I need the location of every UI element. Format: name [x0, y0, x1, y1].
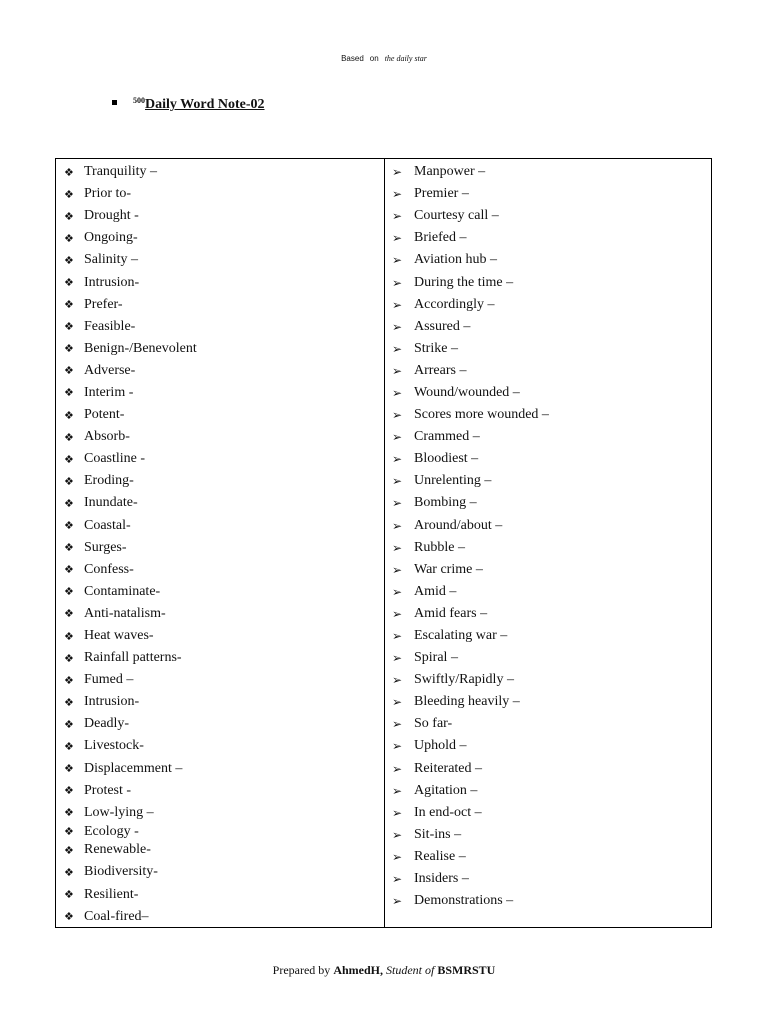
- word-text: Adverse-: [84, 362, 136, 378]
- diamond-bullet-icon: ❖: [64, 231, 74, 245]
- source-name: the daily star: [384, 54, 427, 63]
- word-entry: [392, 559, 711, 581]
- arrow-bullet-icon: ➢: [392, 231, 403, 246]
- word-entry: [64, 360, 384, 382]
- word-entry: [64, 839, 384, 861]
- word-entry: [392, 316, 711, 338]
- footer-prepared-by: Prepared by: [272, 963, 331, 977]
- word-text: Around/about –: [414, 517, 503, 533]
- word-entry: [392, 338, 711, 360]
- diamond-bullet-icon: ❖: [64, 695, 74, 709]
- word-entry: [64, 603, 384, 625]
- word-text: Livestock-: [84, 738, 144, 754]
- diamond-bullet-icon: ❖: [64, 276, 74, 290]
- word-text: Tranquility –: [84, 164, 157, 180]
- word-text: Interim -: [84, 384, 134, 400]
- word-text: Spiral –: [414, 650, 458, 666]
- word-text: Rubble –: [414, 539, 465, 555]
- word-entry: [64, 861, 384, 883]
- word-entry: [64, 625, 384, 647]
- word-text: Confess-: [84, 561, 134, 577]
- word-entry: [64, 249, 384, 271]
- word-entry: [392, 227, 711, 249]
- diamond-bullet-icon: ❖: [64, 496, 74, 510]
- word-text: Wound/wounded –: [414, 384, 520, 400]
- word-text: Coastal-: [84, 517, 131, 533]
- word-text: Bombing –: [414, 495, 477, 511]
- word-entry: [392, 846, 711, 868]
- diamond-bullet-icon: ❖: [64, 910, 74, 924]
- arrow-bullet-icon: ➢: [392, 165, 403, 180]
- arrow-bullet-icon: ➢: [392, 363, 403, 378]
- word-text: Intrusion-: [84, 694, 140, 710]
- diamond-bullet-icon: ❖: [64, 784, 74, 798]
- diamond-bullet-icon: ❖: [64, 762, 74, 776]
- word-entry: [64, 492, 384, 514]
- word-text: Anti-natalism-: [84, 605, 166, 621]
- word-entry: [64, 227, 384, 249]
- title-text: Daily Word Note-02: [145, 97, 265, 112]
- diamond-bullet-icon: ❖: [64, 888, 74, 902]
- footer-credit: [0, 963, 768, 978]
- word-text: Surges-: [84, 539, 127, 555]
- word-entry: [392, 161, 711, 183]
- diamond-bullet-icon: ❖: [64, 585, 74, 599]
- arrow-bullet-icon: ➢: [392, 673, 403, 688]
- diamond-bullet-icon: ❖: [64, 342, 74, 356]
- arrow-bullet-icon: ➢: [392, 275, 403, 290]
- word-text: Crammed –: [414, 429, 480, 445]
- word-entry: [392, 824, 711, 846]
- diamond-bullet-icon: ❖: [64, 364, 74, 378]
- word-text: Strike –: [414, 340, 458, 356]
- word-text: Eroding-: [84, 473, 134, 489]
- word-entry: [64, 404, 384, 426]
- word-entry: [64, 802, 384, 824]
- arrow-bullet-icon: ➢: [392, 872, 403, 887]
- word-text: Amid fears –: [414, 605, 488, 621]
- word-text: Benign-/Benevolent: [84, 340, 197, 356]
- word-text: Renewable-: [84, 842, 151, 858]
- arrow-bullet-icon: ➢: [392, 408, 403, 423]
- diamond-bullet-icon: ❖: [64, 739, 74, 753]
- word-text: Low-lying –: [84, 804, 154, 820]
- arrow-bullet-icon: ➢: [392, 540, 403, 555]
- word-entry: [64, 316, 384, 338]
- diamond-bullet-icon: ❖: [64, 430, 74, 444]
- word-entry: [392, 868, 711, 890]
- word-entry: [64, 161, 384, 183]
- word-entry: [392, 802, 711, 824]
- word-text: Prior to-: [84, 186, 132, 202]
- word-text: Prefer-: [84, 296, 123, 312]
- word-text: Uphold –: [414, 738, 467, 754]
- word-text: Feasible-: [84, 318, 136, 334]
- arrow-bullet-icon: ➢: [392, 606, 403, 621]
- word-text: During the time –: [414, 274, 514, 290]
- word-text: So far-: [414, 716, 453, 732]
- word-entry: [64, 271, 384, 293]
- word-text: Manpower –: [414, 164, 486, 180]
- word-entry: [64, 581, 384, 603]
- word-entry: [64, 647, 384, 669]
- word-text: Contaminate-: [84, 583, 161, 599]
- diamond-bullet-icon: ❖: [64, 474, 74, 488]
- arrow-bullet-icon: ➢: [392, 584, 403, 599]
- diamond-bullet-icon: ❖: [64, 825, 74, 839]
- word-entry: [64, 758, 384, 780]
- arrow-bullet-icon: ➢: [392, 629, 403, 644]
- word-text: Unrelenting –: [414, 473, 492, 489]
- word-entry: [392, 249, 711, 271]
- word-text: Biodiversity-: [84, 864, 158, 880]
- word-entry: [392, 625, 711, 647]
- diamond-bullet-icon: ❖: [64, 651, 74, 665]
- word-text: Fumed –: [84, 672, 134, 688]
- word-text: Absorb-: [84, 429, 130, 445]
- diamond-bullet-icon: ❖: [64, 253, 74, 267]
- source-prefix: Based: [341, 54, 364, 63]
- word-entry: [64, 470, 384, 492]
- word-text: Swiftly/Rapidly –: [414, 672, 514, 688]
- word-entry: [392, 404, 711, 426]
- diamond-bullet-icon: ❖: [64, 607, 74, 621]
- source-line: [0, 54, 768, 63]
- arrow-bullet-icon: ➢: [392, 783, 403, 798]
- word-entry: [392, 735, 711, 757]
- word-entry: [64, 537, 384, 559]
- word-text: Bleeding heavily –: [414, 694, 520, 710]
- word-entry: [64, 515, 384, 537]
- word-entry: [64, 205, 384, 227]
- word-text: Agitation –: [414, 782, 478, 798]
- arrow-bullet-icon: ➢: [392, 695, 403, 710]
- word-entry: [392, 183, 711, 205]
- footer-student-of: Student of: [385, 963, 435, 977]
- word-text: Reiterated –: [414, 760, 483, 776]
- word-entry: [392, 647, 711, 669]
- arrow-bullet-icon: ➢: [392, 739, 403, 754]
- word-text: Protest -: [84, 782, 132, 798]
- square-bullet-icon: [112, 100, 117, 105]
- diamond-bullet-icon: ❖: [64, 519, 74, 533]
- diamond-bullet-icon: ❖: [64, 320, 74, 334]
- word-entry: [64, 691, 384, 713]
- word-entry: [392, 492, 711, 514]
- arrow-bullet-icon: ➢: [392, 827, 403, 842]
- footer-institution: BSMRSTU: [437, 963, 496, 977]
- diamond-bullet-icon: ❖: [64, 541, 74, 555]
- word-text: Inundate-: [84, 495, 138, 511]
- diamond-bullet-icon: ❖: [64, 408, 74, 422]
- word-entry: [392, 515, 711, 537]
- word-entry: [64, 448, 384, 470]
- word-entry: [392, 603, 711, 625]
- word-text: Coal-fired–: [84, 908, 149, 924]
- title-prefix: 500: [133, 96, 145, 105]
- right-word-column: [385, 159, 711, 927]
- word-text: War crime –: [414, 561, 483, 577]
- word-entry: [64, 735, 384, 757]
- word-entry: [64, 906, 384, 928]
- word-text: Premier –: [414, 186, 469, 202]
- word-entry: [392, 537, 711, 559]
- diamond-bullet-icon: ❖: [64, 843, 74, 857]
- arrow-bullet-icon: ➢: [392, 496, 403, 511]
- diamond-bullet-icon: ❖: [64, 165, 74, 179]
- word-text: Assured –: [414, 318, 471, 334]
- arrow-bullet-icon: ➢: [392, 187, 403, 202]
- diamond-bullet-icon: ❖: [64, 187, 74, 201]
- footer-author: AhmedH,: [333, 963, 383, 977]
- word-text: Resilient-: [84, 886, 139, 902]
- arrow-bullet-icon: ➢: [392, 430, 403, 445]
- arrow-bullet-icon: ➢: [392, 518, 403, 533]
- word-entry: [64, 382, 384, 404]
- word-entry: [64, 824, 384, 840]
- word-entry: [392, 713, 711, 735]
- word-entry: [392, 780, 711, 802]
- word-text: Heat waves-: [84, 628, 154, 644]
- word-entry: [392, 470, 711, 492]
- word-text: Intrusion-: [84, 274, 140, 290]
- word-text: Deadly-: [84, 716, 130, 732]
- word-text: Coastline -: [84, 451, 146, 467]
- source-on: on: [369, 54, 379, 63]
- arrow-bullet-icon: ➢: [392, 805, 403, 820]
- arrow-bullet-icon: ➢: [392, 385, 403, 400]
- arrow-bullet-icon: ➢: [392, 341, 403, 356]
- word-text: Drought -: [84, 208, 139, 224]
- diamond-bullet-icon: ❖: [64, 629, 74, 643]
- word-entry: [392, 691, 711, 713]
- word-entry: [392, 382, 711, 404]
- word-text: Aviation hub –: [414, 252, 497, 268]
- arrow-bullet-icon: ➢: [392, 297, 403, 312]
- word-text: Courtesy call –: [414, 208, 499, 224]
- word-text: Scores more wounded –: [414, 407, 549, 423]
- word-text: Salinity –: [84, 252, 139, 268]
- diamond-bullet-icon: ❖: [64, 865, 74, 879]
- arrow-bullet-icon: ➢: [392, 253, 403, 268]
- word-entry: [64, 559, 384, 581]
- word-entry: [64, 669, 384, 691]
- left-word-column: [56, 159, 385, 927]
- arrow-bullet-icon: ➢: [392, 717, 403, 732]
- word-text: Demonstrations –: [414, 893, 514, 909]
- diamond-bullet-icon: ❖: [64, 673, 74, 687]
- word-table: [55, 158, 712, 928]
- diamond-bullet-icon: ❖: [64, 563, 74, 577]
- word-text: Realise –: [414, 848, 466, 864]
- arrow-bullet-icon: ➢: [392, 894, 403, 909]
- word-text: Sit-ins –: [414, 826, 462, 842]
- diamond-bullet-icon: ❖: [64, 452, 74, 466]
- word-entry: [64, 294, 384, 316]
- word-text: Bloodiest –: [414, 451, 479, 467]
- diamond-bullet-icon: ❖: [64, 298, 74, 312]
- arrow-bullet-icon: ➢: [392, 761, 403, 776]
- diamond-bullet-icon: ❖: [64, 386, 74, 400]
- diamond-bullet-icon: ❖: [64, 806, 74, 820]
- word-text: Accordingly –: [414, 296, 495, 312]
- word-entry: [64, 426, 384, 448]
- word-entry: [392, 448, 711, 470]
- word-entry: [392, 294, 711, 316]
- arrow-bullet-icon: ➢: [392, 452, 403, 467]
- word-text: Ecology -: [84, 823, 139, 839]
- word-entry: [392, 758, 711, 780]
- word-text: Arrears –: [414, 362, 467, 378]
- word-text: In end-oct –: [414, 804, 482, 820]
- word-text: Displacemment –: [84, 760, 183, 776]
- word-entry: [392, 890, 711, 912]
- word-text: Amid –: [414, 583, 457, 599]
- word-text: Briefed –: [414, 230, 467, 246]
- page-title: [112, 96, 265, 113]
- word-text: Ongoing-: [84, 230, 138, 246]
- arrow-bullet-icon: ➢: [392, 319, 403, 334]
- arrow-bullet-icon: ➢: [392, 209, 403, 224]
- word-text: Escalating war –: [414, 628, 508, 644]
- word-text: Rainfall patterns-: [84, 650, 182, 666]
- word-entry: [64, 183, 384, 205]
- word-entry: [64, 713, 384, 735]
- arrow-bullet-icon: ➢: [392, 562, 403, 577]
- arrow-bullet-icon: ➢: [392, 474, 403, 489]
- word-entry: [64, 884, 384, 906]
- word-entry: [392, 669, 711, 691]
- word-entry: [64, 338, 384, 360]
- word-entry: [392, 271, 711, 293]
- word-text: Insiders –: [414, 871, 469, 887]
- word-entry: [392, 360, 711, 382]
- arrow-bullet-icon: ➢: [392, 651, 403, 666]
- word-entry: [392, 426, 711, 448]
- word-entry: [392, 581, 711, 603]
- word-text: Potent-: [84, 407, 125, 423]
- word-entry: [64, 780, 384, 802]
- diamond-bullet-icon: ❖: [64, 717, 74, 731]
- word-entry: [392, 205, 711, 227]
- arrow-bullet-icon: ➢: [392, 849, 403, 864]
- diamond-bullet-icon: ❖: [64, 209, 74, 223]
